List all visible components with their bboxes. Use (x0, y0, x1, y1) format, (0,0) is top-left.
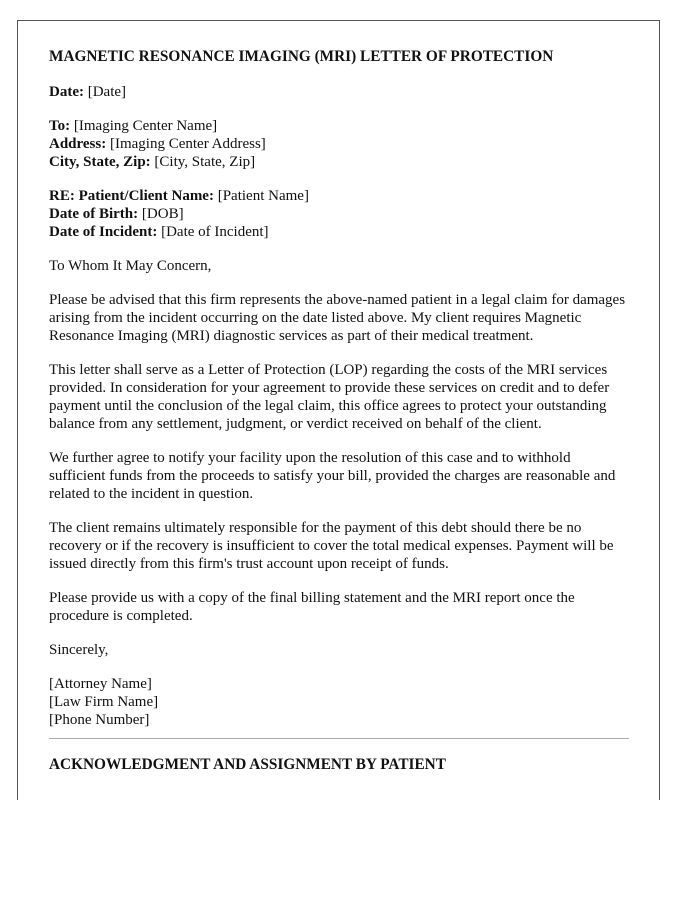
patient-name-label: RE: Patient/Client Name: (49, 188, 214, 204)
to-value: [Imaging Center Name] (73, 118, 218, 134)
incident-date-value: [Date of Incident] (161, 224, 269, 240)
to-label: To: (49, 118, 71, 134)
paragraph-representation: Please be advised that this firm represents the above-named patient in a legal claim for damages arising from the incident occurring on the date listed above. My client requires Magnetic Resonance Imaging (MRI) diagnostic services as part of their medical treatment. (49, 292, 626, 344)
incident-date-label: Date of Incident: (49, 224, 158, 240)
re-block (49, 187, 629, 241)
incident-date-line (49, 223, 629, 241)
date-value: [Date] (87, 84, 127, 100)
closing: Sincerely, (49, 642, 109, 658)
acknowledgment-title: ACKNOWLEDGMENT AND ASSIGNMENT BY PATIENT (49, 756, 446, 773)
city-state-zip-label: City, State, Zip: (49, 154, 151, 170)
address-line (49, 135, 629, 153)
dob-line (49, 205, 629, 223)
to-line (49, 117, 629, 135)
salutation: To Whom It May Concern, (49, 258, 212, 274)
paragraph-lop-terms: This letter shall serve as a Letter of Protection (LOP) regarding the costs of the MRI services provided. In consideration for your agreement to provide these services on credit and to defer payment until the conclusion of the legal claim, this office agrees to protect your outstanding balance from any settlement, judgment, or verdict received on behalf of the client. (49, 362, 610, 432)
date-label: Date: (49, 84, 84, 100)
section-divider (49, 738, 629, 739)
recipient-block (49, 117, 629, 171)
city-state-zip-line (49, 153, 629, 171)
paragraph-request: Please provide us with a copy of the final billing statement and the MRI report once the procedure is completed. (49, 590, 575, 624)
dob-label: Date of Birth: (49, 206, 139, 222)
letter-title: MAGNETIC RESONANCE IMAGING (MRI) LETTER OF PROTECTION (49, 48, 554, 65)
city-state-zip-value: [City, State, Zip] (154, 154, 256, 170)
paragraph-notification: We further agree to notify your facility upon the resolution of this case and to withhold sufficient funds from the proceeds to satisfy your bill, provided the charges are reasonable and related to the incident in question. (49, 450, 616, 502)
signature-block (49, 675, 629, 729)
letter-page (17, 20, 660, 800)
address-value: [Imaging Center Address] (109, 136, 266, 152)
attorney-name: [Attorney Name] (49, 676, 152, 692)
dob-value: [DOB] (141, 206, 184, 222)
address-label: Address: (49, 136, 107, 152)
paragraph-client-responsibility: The client remains ultimately responsible for the payment of this debt should there be no recovery or if the recovery is insufficient to cover the total medical expenses. Payment will be issued directly from this firm's trust account upon receipt of funds. (49, 520, 614, 572)
phone-number: [Phone Number] (49, 712, 150, 728)
date-line (49, 83, 629, 101)
patient-name-value: [Patient Name] (217, 188, 309, 204)
law-firm-name: [Law Firm Name] (49, 694, 159, 710)
patient-name-line (49, 187, 629, 205)
date-block (49, 83, 629, 101)
